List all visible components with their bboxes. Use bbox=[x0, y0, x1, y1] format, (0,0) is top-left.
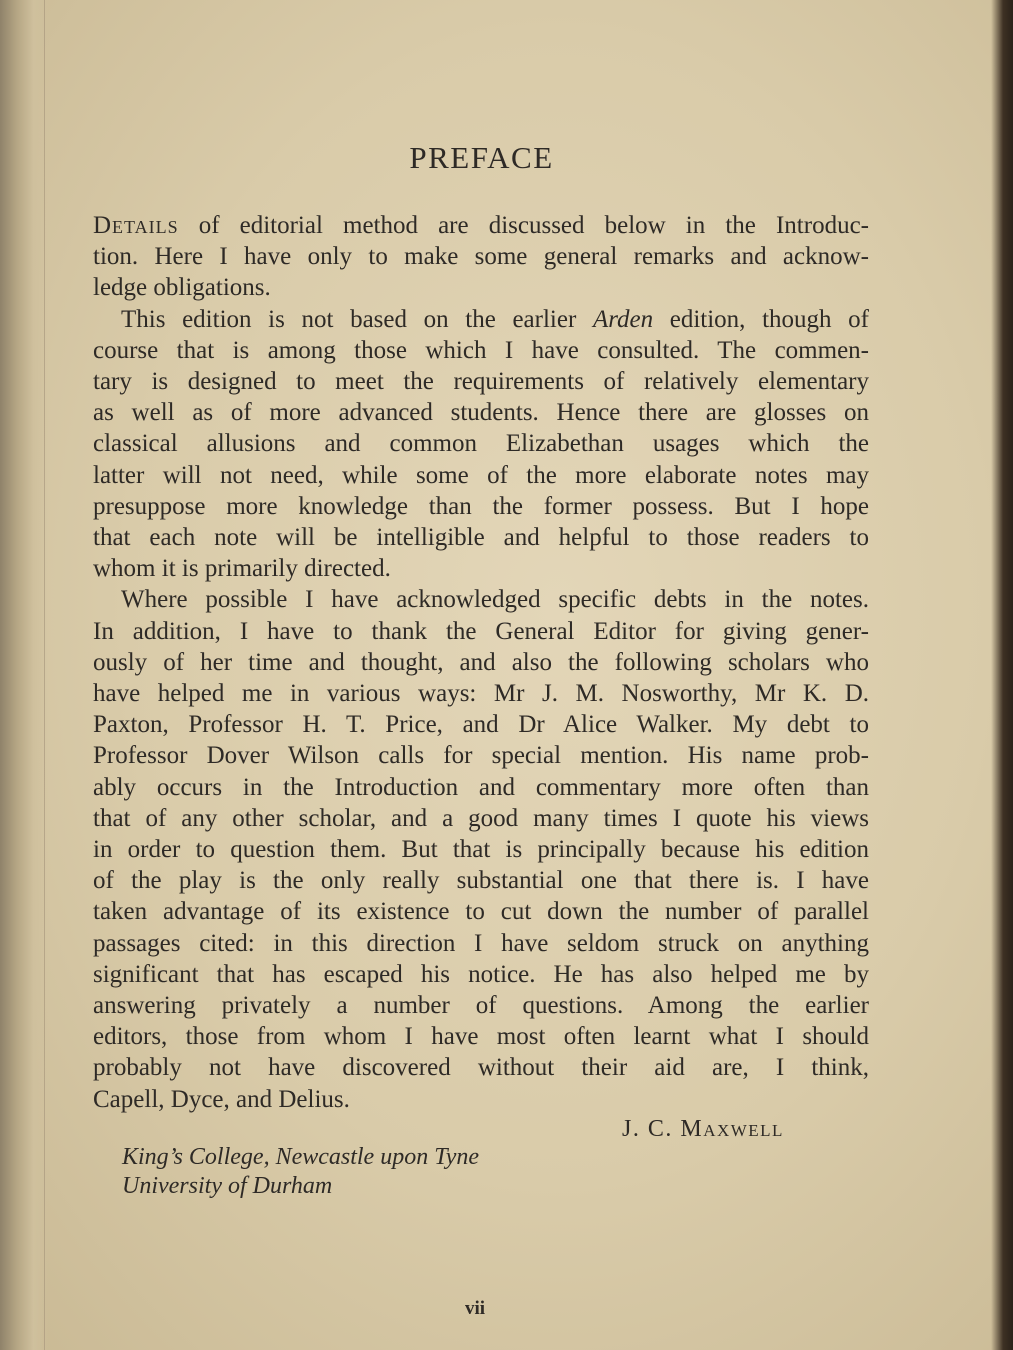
text-line: This edition is not based on the earlier Arden edition, though of bbox=[121, 305, 869, 333]
text-line: presuppose more knowledge than the former possess. But I hope bbox=[93, 492, 869, 520]
text-line: in order to question them. But that is principally because his edition bbox=[93, 836, 869, 864]
text-line: probably not have discovered without their aid are, I think, bbox=[93, 1054, 869, 1082]
text-line: latter will not need, while some of the more elaborate notes may bbox=[93, 461, 869, 489]
text-line: Capell, Dyce, and Delius. bbox=[93, 1085, 350, 1113]
italic-title: Arden bbox=[592, 305, 654, 333]
text-line: that of any other scholar, and a good many times I quote his views bbox=[93, 804, 869, 832]
text-line: ably occurs in the Introduction and commentary more often than bbox=[93, 773, 869, 801]
text-line: ledge obligations. bbox=[93, 274, 271, 302]
text-line: classical allusions and common Elizabethan usages which the bbox=[93, 430, 869, 458]
text-line: In addition, I have to thank the General Editor for giving gener- bbox=[93, 617, 869, 645]
gutter-fold-line bbox=[44, 0, 45, 1350]
text-line: Paxton, Professor H. T. Price, and Dr Alice Walker. My debt to bbox=[93, 711, 869, 739]
text-line: whom it is primarily directed. bbox=[93, 555, 391, 583]
text-line: of the play is the only really substantial one that there is. I have bbox=[93, 867, 869, 895]
address-line: University of Durham bbox=[122, 1173, 333, 1199]
text-line: editors, those from whom I have most often learnt what I should bbox=[93, 1023, 869, 1051]
text-line: Professor Dover Wilson calls for special mention. His name prob- bbox=[93, 742, 869, 770]
paragraph-2 bbox=[93, 304, 869, 585]
page-heading: PREFACE bbox=[409, 140, 554, 175]
text-line: significant that has escaped his notice. He has also helped me by bbox=[93, 960, 869, 988]
text-line: ously of her time and thought, and also the following scholars who bbox=[93, 648, 869, 676]
page-edge-shadow bbox=[991, 0, 1013, 1350]
text-line: as well as of more advanced students. Hence there are glosses on bbox=[93, 399, 869, 427]
text-line: have helped me in various ways: Mr J. M. Nosworthy, Mr K. D. bbox=[93, 680, 869, 708]
text-line: taken advantage of its existence to cut down the number of parallel bbox=[93, 898, 869, 926]
author-signature: J. C. Maxwell bbox=[622, 1116, 784, 1142]
text-line: course that is among those which I have consulted. The commen- bbox=[93, 336, 869, 364]
preface-body bbox=[93, 210, 869, 1115]
text-line: answering privately a number of questions. Among the earlier bbox=[93, 992, 869, 1020]
text-line: tion. Here I have only to make some general remarks and acknow- bbox=[93, 243, 869, 271]
text-line: Details of editorial method are discussed below in the Introduc- bbox=[93, 212, 869, 239]
text-line: tary is designed to meet the requirements of relatively elementary bbox=[93, 368, 869, 396]
paragraph-3 bbox=[93, 584, 869, 1114]
page-gutter-shadow bbox=[0, 0, 48, 1350]
text-line: Where possible I have acknowledged specific debts in the notes. bbox=[121, 586, 869, 614]
page-number: vii bbox=[464, 1298, 486, 1319]
text-line: that each note will be intelligible and helpful to those readers to bbox=[93, 524, 869, 552]
author-address bbox=[122, 1143, 479, 1201]
lead-smallcaps: Details bbox=[93, 212, 179, 239]
paragraph-1 bbox=[93, 210, 869, 304]
text-line: passages cited: in this direction I have seldom struck on anything bbox=[93, 929, 869, 957]
address-line: King’s College, Newcastle upon Tyne bbox=[122, 1144, 480, 1170]
